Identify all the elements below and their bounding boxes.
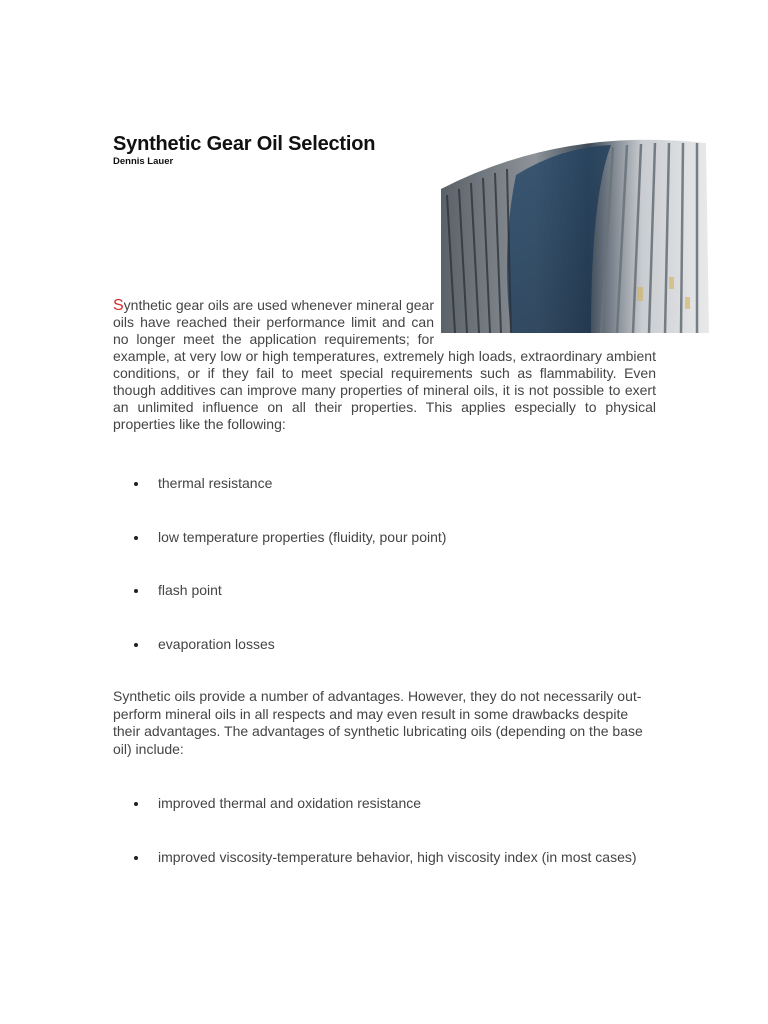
document-title: Synthetic Gear Oil Selection xyxy=(113,133,376,155)
bullet-icon xyxy=(134,643,138,647)
bullet-icon xyxy=(134,536,138,540)
bullet-icon xyxy=(134,589,138,593)
author-name: Dennis Lauer xyxy=(113,156,174,167)
intro-paragraph xyxy=(113,297,656,433)
figure-wrap-spacer xyxy=(434,297,656,333)
drop-cap: S xyxy=(113,297,124,314)
bullet-icon xyxy=(134,802,138,806)
bullet-icon xyxy=(134,856,138,860)
advantages-paragraph: Synthetic oils provide a number of advantages. However, they do not necessarily out-perform mineral oils in all respects and may even result in some drawbacks despite their advantages. The advantages of synthetic lubricating oils (depending on the base oil) include: xyxy=(113,688,643,757)
intro-text: ynthetic gear oils are used whenever mineral gear oils have reached their performance limit and can no longer meet the application requirements; for example, at very low or high temperatures, extremely high loads, extraordinary ambient conditions, or if they fail to meet special requirements such as flammability. Even though additives can improve many properties of mineral oils, it is not possible to exert an unlimited influence on all their properties. This applies especially to physical properties like the following: xyxy=(113,297,656,432)
bullet-icon xyxy=(134,482,138,486)
document-page: Synthetic Gear Oil Selection Dennis Lauer Synthetic gear oils are used whenever mineral gear oils have reached their performance limit and can no longer meet the application requirements; for example, at very low or high temperatures, extremely high loads, extraordinary ambient conditions, or if they fail to meet special requirements such as flammability. Even though additives can improve many properties of mineral oils, it is not possible to exert an unlimited influence on all their properties. This applies especially to physical properties like the following: thermal resistance low temperature properties (fluidity, pour point) flash point evaporation losses Synthetic oils provide a number of advantages. However, they do not necessarily out-perform mineral oils in all respects and may even result in some drawbacks despite their advantages. The advantages of synthetic lubricating oils (depending on the base oil) include: improved thermal and oxidation resistance improved viscosity-temperature behavior, high viscosity index (in most cases) xyxy=(0,0,768,1024)
